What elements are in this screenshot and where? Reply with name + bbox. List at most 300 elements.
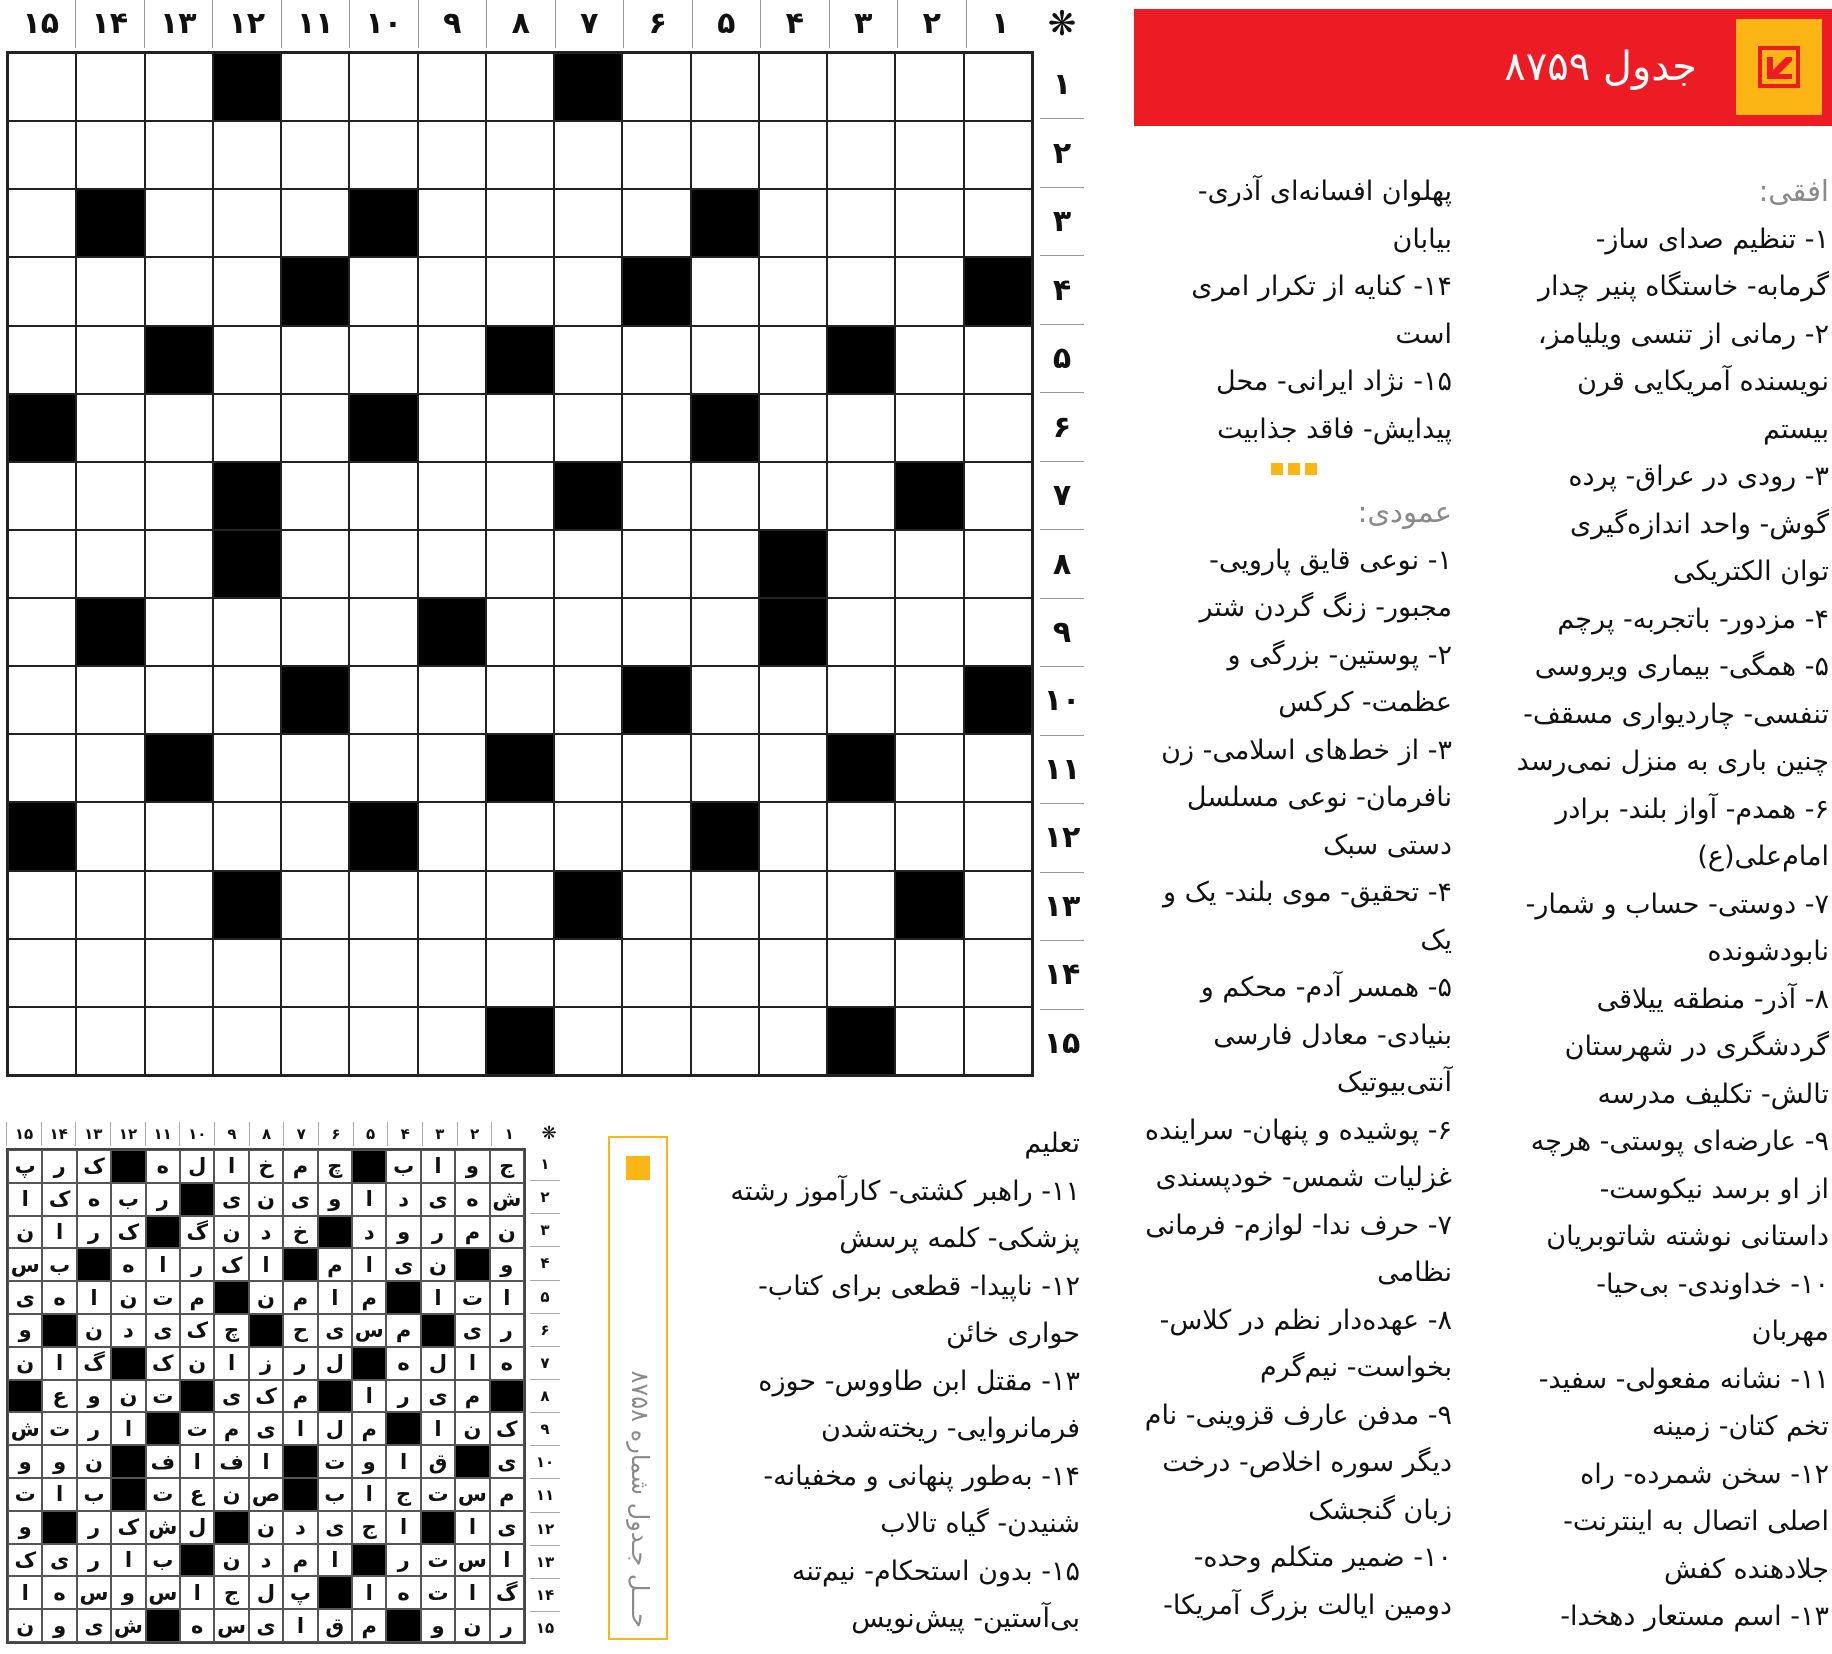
answer-cell[interactable]	[213, 939, 281, 1007]
answer-cell[interactable]	[145, 257, 213, 325]
solution-letter: م	[180, 1281, 214, 1314]
solution-letter: ک	[42, 1183, 76, 1216]
solution-letter: ج	[214, 1576, 248, 1609]
answer-cell[interactable]	[554, 802, 622, 870]
main-grid-row-numbers	[1040, 51, 1084, 1077]
answer-cell[interactable]	[827, 666, 895, 734]
clue-item: ۵- همگی- بیماری ویروسی تنفسی- چاردیواری مسقف- چنین باری به منزل نمی‌رسد	[1516, 651, 1829, 777]
answer-cell[interactable]	[622, 802, 690, 870]
answer-cell[interactable]	[691, 734, 759, 802]
black-cell	[622, 257, 690, 325]
solution-letter: ت	[318, 1445, 352, 1478]
answer-cell[interactable]	[349, 530, 417, 598]
answer-cell[interactable]	[895, 734, 963, 802]
answer-cell[interactable]	[418, 53, 486, 121]
answer-cell[interactable]	[691, 598, 759, 666]
answer-cell[interactable]	[964, 53, 1032, 121]
solution-letter: ا	[386, 1511, 420, 1544]
answer-cell[interactable]	[554, 939, 622, 1007]
answer-cell[interactable]	[622, 121, 690, 189]
solution-letter: ا	[146, 1248, 180, 1281]
solution-letter: ن	[455, 1412, 489, 1445]
answer-cell[interactable]	[486, 802, 554, 870]
across-clues-column	[1515, 168, 1829, 1641]
answer-cell[interactable]	[964, 462, 1032, 530]
solution-letter: م	[352, 1281, 386, 1314]
black-cell	[349, 394, 417, 462]
solution-letter: م	[283, 1150, 317, 1183]
answer-cell[interactable]	[622, 871, 690, 939]
clue-item: ۶- پوشیده و پنهان- سراینده غزلیات شمس- خودپسندی	[1144, 1114, 1452, 1193]
solution-letter: ا	[455, 1511, 489, 1544]
answer-cell[interactable]	[759, 666, 827, 734]
answer-cell[interactable]	[8, 189, 76, 257]
solution-letter: ن	[455, 1609, 489, 1642]
answer-cell[interactable]	[349, 53, 417, 121]
clue-item: ۱۳- اسم مستعار دهخدا-	[1560, 1601, 1829, 1632]
answer-cell[interactable]	[349, 1007, 417, 1075]
answer-cell[interactable]	[759, 734, 827, 802]
row-number: ۶	[1040, 392, 1084, 460]
solution-letter: ا	[421, 1412, 455, 1445]
answer-cell[interactable]	[76, 53, 144, 121]
answer-cell[interactable]	[76, 1007, 144, 1075]
answer-cell[interactable]	[8, 121, 76, 189]
solution-letter: ل	[318, 1347, 352, 1380]
answer-cell[interactable]	[281, 734, 349, 802]
answer-cell[interactable]	[964, 598, 1032, 666]
answer-cell[interactable]	[8, 53, 76, 121]
solution-letter: ی	[77, 1609, 111, 1642]
answer-cell[interactable]	[554, 666, 622, 734]
answer-cell[interactable]	[759, 257, 827, 325]
black-cell	[622, 666, 690, 734]
answer-cell[interactable]	[691, 121, 759, 189]
answer-cell[interactable]	[622, 53, 690, 121]
answer-cell[interactable]	[8, 462, 76, 530]
answer-cell[interactable]	[964, 530, 1032, 598]
black-cell	[111, 1445, 145, 1478]
solution-letter: د	[352, 1216, 386, 1249]
section-divider-dots	[1136, 463, 1452, 475]
answer-cell[interactable]	[76, 394, 144, 462]
answer-cell[interactable]	[418, 189, 486, 257]
solution-letter: ه	[146, 1150, 180, 1183]
clue-item: ۸- آذر- منطقه ییلاقی گردشگری در شهرستان تالش- تکلیف مدرسه	[1564, 983, 1829, 1110]
answer-cell[interactable]	[691, 1007, 759, 1075]
black-cell	[318, 1380, 352, 1413]
answer-cell[interactable]	[8, 939, 76, 1007]
row-number: ۲	[1040, 118, 1084, 186]
answer-cell[interactable]	[827, 53, 895, 121]
answer-cell[interactable]	[964, 121, 1032, 189]
answer-cell[interactable]	[964, 1007, 1032, 1075]
answer-cell[interactable]	[145, 598, 213, 666]
answer-cell[interactable]	[827, 802, 895, 870]
answer-cell[interactable]	[76, 666, 144, 734]
answer-cell[interactable]	[76, 802, 144, 870]
solution-letter: ق	[318, 1609, 352, 1642]
answer-cell[interactable]	[418, 462, 486, 530]
solution-letter: و	[490, 1248, 524, 1281]
solution-letter: ه	[490, 1347, 524, 1380]
answer-cell[interactable]	[554, 257, 622, 325]
answer-cell[interactable]	[964, 939, 1032, 1007]
answer-cell[interactable]	[281, 871, 349, 939]
solution-letter: ا	[180, 1576, 214, 1609]
answer-cell[interactable]	[486, 871, 554, 939]
row-number: ۴	[1040, 255, 1084, 323]
answer-cell[interactable]	[554, 530, 622, 598]
answer-cell[interactable]	[145, 802, 213, 870]
column-number: ۱۳	[75, 1122, 110, 1146]
answer-cell[interactable]	[827, 871, 895, 939]
answer-cell[interactable]	[145, 462, 213, 530]
answer-cell[interactable]	[76, 939, 144, 1007]
answer-cell[interactable]	[827, 394, 895, 462]
answer-cell[interactable]	[281, 1007, 349, 1075]
answer-cell[interactable]	[964, 394, 1032, 462]
answer-cell[interactable]	[964, 871, 1032, 939]
column-number: ۱۴	[41, 1122, 76, 1146]
solution-letter: پ	[8, 1150, 42, 1183]
answer-cell[interactable]	[486, 530, 554, 598]
answer-cell[interactable]	[76, 530, 144, 598]
answer-cell[interactable]	[554, 734, 622, 802]
answer-cell[interactable]	[213, 598, 281, 666]
black-cell	[283, 1248, 317, 1281]
answer-cell[interactable]	[145, 1007, 213, 1075]
answer-cell[interactable]	[554, 121, 622, 189]
answer-cell[interactable]	[418, 326, 486, 394]
answer-cell[interactable]	[76, 462, 144, 530]
solution-letter: ا	[8, 1576, 42, 1609]
answer-cell[interactable]	[213, 734, 281, 802]
answer-cell[interactable]	[759, 871, 827, 939]
answer-cell[interactable]	[213, 326, 281, 394]
answer-cell[interactable]	[895, 802, 963, 870]
answer-cell[interactable]	[349, 871, 417, 939]
answer-cell[interactable]	[622, 734, 690, 802]
answer-cell[interactable]	[145, 939, 213, 1007]
solution-letter: م	[283, 1380, 317, 1413]
answer-cell[interactable]	[964, 734, 1032, 802]
answer-cell[interactable]	[554, 394, 622, 462]
answer-cell[interactable]	[759, 462, 827, 530]
solution-letter: ت	[455, 1281, 489, 1314]
answer-cell[interactable]	[486, 394, 554, 462]
answer-cell[interactable]	[895, 189, 963, 257]
answer-cell[interactable]	[281, 326, 349, 394]
solution-letter: و	[455, 1150, 489, 1183]
solution-letter: ن	[77, 1445, 111, 1478]
solution-letter: ا	[490, 1281, 524, 1314]
solution-letter: ا	[352, 1576, 386, 1609]
solution-letter: و	[77, 1380, 111, 1413]
answer-cell[interactable]	[145, 871, 213, 939]
answer-cell[interactable]	[145, 666, 213, 734]
solution-letter: ل	[180, 1150, 214, 1183]
answer-cell[interactable]	[895, 53, 963, 121]
solution-letter: و	[318, 1183, 352, 1216]
black-cell	[77, 1248, 111, 1281]
answer-cell[interactable]	[281, 530, 349, 598]
black-cell	[283, 1445, 317, 1478]
answer-cell[interactable]	[827, 939, 895, 1007]
answer-cell[interactable]	[418, 394, 486, 462]
solution-letter: ا	[283, 1412, 317, 1445]
black-cell	[281, 666, 349, 734]
solution-letter: ل	[421, 1347, 455, 1380]
answer-cell[interactable]	[895, 939, 963, 1007]
answer-cell[interactable]	[349, 462, 417, 530]
across-clue-list	[1515, 216, 1829, 1641]
answer-cell[interactable]	[349, 121, 417, 189]
answer-cell[interactable]	[486, 939, 554, 1007]
solution-letter: ت	[146, 1478, 180, 1511]
black-cell	[486, 734, 554, 802]
solution-letter: ه	[42, 1576, 76, 1609]
answer-cell[interactable]	[76, 326, 144, 394]
answer-cell[interactable]	[759, 121, 827, 189]
solution-letter: خ	[283, 1216, 317, 1249]
solution-letter: د	[249, 1544, 283, 1577]
answer-cell[interactable]	[827, 121, 895, 189]
answer-cell[interactable]	[8, 871, 76, 939]
answer-cell[interactable]	[281, 598, 349, 666]
solution-letter: ر	[146, 1183, 180, 1216]
answer-cell[interactable]	[213, 394, 281, 462]
answer-cell[interactable]	[622, 189, 690, 257]
answer-cell[interactable]	[554, 189, 622, 257]
solution-letter: ل	[318, 1412, 352, 1445]
column-number: ۲	[897, 0, 966, 48]
answer-cell[interactable]	[486, 598, 554, 666]
answer-cell[interactable]	[8, 257, 76, 325]
solution-letter: ی	[318, 1314, 352, 1347]
answer-cell[interactable]	[486, 189, 554, 257]
answer-cell[interactable]	[895, 257, 963, 325]
answer-cell[interactable]	[486, 121, 554, 189]
row-number: ۱۰	[530, 1445, 560, 1478]
clue-item: ۱۴- کنایه از تکرار امری است	[1191, 271, 1452, 350]
solution-letter: و	[8, 1445, 42, 1478]
answer-cell[interactable]	[895, 666, 963, 734]
answer-cell[interactable]	[486, 462, 554, 530]
answer-cell[interactable]	[486, 666, 554, 734]
answer-cell[interactable]	[145, 53, 213, 121]
black-cell	[386, 1412, 420, 1445]
answer-cell[interactable]	[759, 1007, 827, 1075]
answer-cell[interactable]	[281, 394, 349, 462]
answer-cell[interactable]	[622, 394, 690, 462]
answer-cell[interactable]	[895, 1007, 963, 1075]
solution-letter: م	[386, 1314, 420, 1347]
answer-cell[interactable]	[827, 598, 895, 666]
black-cell	[213, 530, 281, 598]
solution-letter: ک	[8, 1544, 42, 1577]
black-cell	[964, 257, 1032, 325]
column-number: ۹	[418, 0, 487, 48]
solution-letter: ا	[386, 1445, 420, 1478]
answer-cell[interactable]	[622, 530, 690, 598]
crossword-grid[interactable]	[6, 51, 1034, 1077]
answer-cell[interactable]	[964, 189, 1032, 257]
answer-cell[interactable]	[895, 598, 963, 666]
answer-cell[interactable]	[691, 326, 759, 394]
answer-cell[interactable]	[281, 462, 349, 530]
answer-cell[interactable]	[281, 189, 349, 257]
solution-letter: ا	[111, 1544, 145, 1577]
answer-cell[interactable]	[76, 257, 144, 325]
column-number: ۸	[486, 0, 555, 48]
answer-cell[interactable]	[8, 326, 76, 394]
answer-cell[interactable]	[691, 666, 759, 734]
answer-cell[interactable]	[622, 1007, 690, 1075]
answer-cell[interactable]	[418, 530, 486, 598]
solution-letter: ر	[77, 1511, 111, 1544]
answer-cell[interactable]	[622, 939, 690, 1007]
answer-cell[interactable]	[213, 189, 281, 257]
answer-cell[interactable]	[281, 53, 349, 121]
column-number: ۱	[966, 0, 1035, 48]
row-number: ۷	[530, 1346, 560, 1379]
answer-cell[interactable]	[759, 53, 827, 121]
answer-cell[interactable]	[213, 1007, 281, 1075]
solution-letter: و	[8, 1511, 42, 1544]
answer-cell[interactable]	[964, 802, 1032, 870]
solution-letter: ن	[249, 1183, 283, 1216]
black-cell	[352, 1347, 386, 1380]
answer-cell[interactable]	[76, 871, 144, 939]
answer-cell[interactable]	[349, 257, 417, 325]
answer-cell[interactable]	[418, 666, 486, 734]
answer-cell[interactable]	[8, 666, 76, 734]
answer-cell[interactable]	[486, 257, 554, 325]
answer-cell[interactable]	[145, 394, 213, 462]
answer-cell[interactable]	[281, 802, 349, 870]
answer-cell[interactable]	[349, 939, 417, 1007]
answer-cell[interactable]	[418, 734, 486, 802]
black-cell	[214, 1511, 248, 1544]
answer-cell[interactable]	[349, 734, 417, 802]
answer-cell[interactable]	[622, 462, 690, 530]
answer-cell[interactable]	[622, 598, 690, 666]
answer-cell[interactable]	[418, 121, 486, 189]
answer-cell[interactable]	[418, 871, 486, 939]
answer-cell[interactable]	[145, 530, 213, 598]
answer-cell[interactable]	[349, 326, 417, 394]
answer-cell[interactable]	[145, 189, 213, 257]
answer-cell[interactable]	[964, 326, 1032, 394]
answer-cell[interactable]	[691, 530, 759, 598]
solution-letter: ه	[455, 1183, 489, 1216]
answer-cell[interactable]	[759, 939, 827, 1007]
answer-cell[interactable]	[349, 598, 417, 666]
answer-cell[interactable]	[8, 598, 76, 666]
answer-cell[interactable]	[759, 802, 827, 870]
solution-letter: ص	[249, 1478, 283, 1511]
answer-cell[interactable]	[895, 530, 963, 598]
column-number: ۱۱	[281, 0, 350, 48]
answer-cell[interactable]	[759, 394, 827, 462]
answer-cell[interactable]	[213, 257, 281, 325]
answer-cell[interactable]	[418, 1007, 486, 1075]
answer-cell[interactable]	[895, 326, 963, 394]
column-number: ۶	[623, 0, 692, 48]
solution-letter: ت	[421, 1478, 455, 1511]
row-number: ۱۳	[1040, 872, 1084, 940]
answer-cell[interactable]	[554, 1007, 622, 1075]
down-clue-list	[1136, 537, 1452, 1630]
answer-cell[interactable]	[418, 257, 486, 325]
answer-cell[interactable]	[213, 666, 281, 734]
main-grid-column-numbers	[6, 0, 1034, 48]
black-cell	[759, 530, 827, 598]
row-number: ۳	[1040, 187, 1084, 255]
answer-cell[interactable]	[76, 121, 144, 189]
answer-cell[interactable]	[8, 530, 76, 598]
answer-cell[interactable]	[8, 1007, 76, 1075]
solution-letter: ل	[180, 1511, 214, 1544]
answer-cell[interactable]	[895, 121, 963, 189]
answer-cell[interactable]	[213, 121, 281, 189]
answer-cell[interactable]	[827, 189, 895, 257]
answer-cell[interactable]	[418, 802, 486, 870]
answer-cell[interactable]	[281, 939, 349, 1007]
black-cell	[76, 598, 144, 666]
answer-cell[interactable]	[827, 530, 895, 598]
solution-letter: خ	[249, 1150, 283, 1183]
black-cell	[455, 1248, 489, 1281]
answer-cell[interactable]	[145, 121, 213, 189]
answer-cell[interactable]	[759, 189, 827, 257]
answer-cell[interactable]	[691, 939, 759, 1007]
answer-cell[interactable]	[691, 53, 759, 121]
clue-item: ۱۱- نشانه مفعولی- سفید- تخم کتان- زمینه	[1538, 1363, 1829, 1442]
clue-item: پهلوان افسانه‌ای آذری- بیابان	[1197, 176, 1452, 255]
column-number: ۸	[249, 1122, 284, 1146]
answer-cell[interactable]	[281, 121, 349, 189]
answer-cell[interactable]	[486, 53, 554, 121]
answer-cell[interactable]	[418, 939, 486, 1007]
solution-letter: ن	[180, 1347, 214, 1380]
black-cell	[490, 1380, 524, 1413]
solution-letter: ن	[214, 1544, 248, 1577]
answer-cell[interactable]	[349, 666, 417, 734]
solution-letter: گ	[180, 1216, 214, 1249]
down-clue-list-continued	[700, 1120, 1080, 1643]
answer-cell[interactable]	[622, 326, 690, 394]
answer-cell[interactable]	[759, 326, 827, 394]
answer-cell[interactable]	[554, 326, 622, 394]
answer-cell[interactable]	[895, 394, 963, 462]
solution-label: حـــل جـدول شماره ۸۷۵۸	[626, 1370, 654, 1628]
answer-cell[interactable]	[554, 598, 622, 666]
solution-letter: م	[283, 1281, 317, 1314]
answer-cell[interactable]	[691, 462, 759, 530]
solution-letter: ا	[249, 1445, 283, 1478]
solution-letter: ی	[490, 1511, 524, 1544]
answer-cell[interactable]	[827, 257, 895, 325]
answer-cell[interactable]	[691, 871, 759, 939]
clue-item: ۸- عهده‌دار نظم در کلاس- بخواست- نیم‌گرم	[1159, 1304, 1452, 1383]
answer-cell[interactable]	[76, 734, 144, 802]
answer-cell[interactable]	[8, 734, 76, 802]
answer-cell[interactable]	[691, 257, 759, 325]
answer-cell[interactable]	[827, 462, 895, 530]
answer-cell[interactable]	[213, 802, 281, 870]
